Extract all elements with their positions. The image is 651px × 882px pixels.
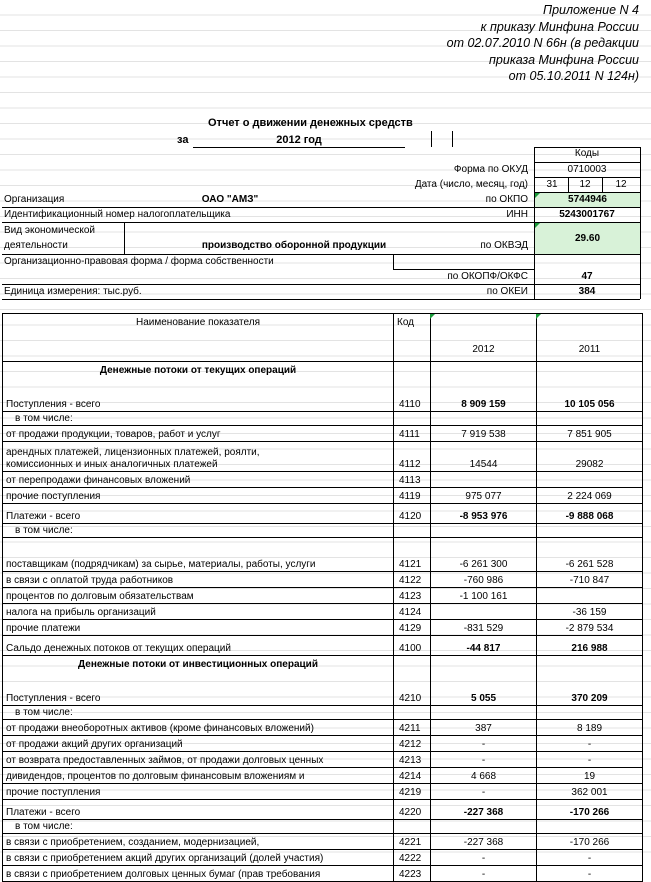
value-2011[interactable]: - <box>537 736 643 752</box>
period-underline <box>193 147 405 148</box>
row-name: налога на прибыль организаций <box>3 604 394 620</box>
row-code: 4129 <box>394 620 431 636</box>
codes-divider <box>534 162 640 163</box>
row-code: 4221 <box>394 834 431 850</box>
value-2012[interactable]: 8 909 159 <box>431 392 537 412</box>
row-name: прочие платежи <box>3 620 394 636</box>
value-2012[interactable]: 14544 <box>431 442 537 472</box>
row-code: 4214 <box>394 768 431 784</box>
row-name: в том числе: <box>3 412 394 426</box>
row-code: 4212 <box>394 736 431 752</box>
value-2011[interactable]: -170 266 <box>537 834 643 850</box>
row-code: 4119 <box>394 488 431 504</box>
row-code: 4112 <box>394 442 431 472</box>
value-2012[interactable] <box>431 412 537 426</box>
table-row <box>3 686 643 706</box>
row-code: 4120 <box>394 504 431 524</box>
codes-box-right <box>640 147 641 299</box>
okopf-code[interactable]: 47 <box>581 271 593 282</box>
row-code: 4211 <box>394 720 431 736</box>
row-name: дивидендов, процентов по долговым финансовым вложениям и <box>3 768 394 784</box>
row-name: от продажи продукции, товаров, работ и услуг <box>3 426 394 442</box>
comment-marker <box>535 223 540 228</box>
table-row <box>3 604 643 620</box>
row-code <box>394 524 431 538</box>
value-2012[interactable]: - <box>431 736 537 752</box>
okpo-code[interactable]: 5744946 <box>535 193 640 207</box>
activity-label-2: деятельности <box>4 240 68 251</box>
value-2011[interactable]: -6 261 528 <box>537 538 643 572</box>
value-2012[interactable]: -760 986 <box>431 572 537 588</box>
row-name: прочие поступления <box>3 784 394 800</box>
value-2011[interactable]: -170 266 <box>537 800 643 820</box>
value-2011[interactable]: - <box>537 866 643 882</box>
row-code: 4100 <box>394 636 431 656</box>
value-2011[interactable] <box>537 656 643 686</box>
inn-label: ИНН <box>506 209 528 220</box>
comment-marker <box>430 314 435 319</box>
table-row <box>3 426 643 442</box>
table-row <box>3 706 643 720</box>
col-code-header: Код <box>394 314 431 362</box>
row-name: от продажи внеоборотных активов (кроме финансовых вложений) <box>3 720 394 736</box>
date-month[interactable]: 12 <box>579 179 591 190</box>
row-name-line: арендных платежей, лицензионных платежей, роялти, <box>6 447 260 458</box>
row-code: 4213 <box>394 752 431 768</box>
value-2012[interactable] <box>431 472 537 488</box>
table-row <box>3 768 643 784</box>
table-row <box>3 538 643 572</box>
table-row <box>3 572 643 588</box>
row-divider <box>2 284 640 285</box>
value-2012[interactable]: -227 368 <box>431 800 537 820</box>
appendix-line: к приказу Минфина России <box>480 19 639 34</box>
row-code: 4220 <box>394 800 431 820</box>
value-2012[interactable]: - <box>431 752 537 768</box>
value-2012[interactable]: -8 953 976 <box>431 504 537 524</box>
divider <box>431 131 432 147</box>
okved-label: по ОКВЭД <box>480 240 528 251</box>
row-name: Платежи - всего <box>3 800 394 820</box>
table-row <box>3 392 643 412</box>
period-label: за <box>177 134 189 146</box>
value-2012[interactable]: -1 100 161 <box>431 588 537 604</box>
table-header-row <box>3 314 643 362</box>
table-row <box>3 800 643 820</box>
row-code: 4219 <box>394 784 431 800</box>
divider <box>452 131 453 147</box>
report-title: Отчет о движении денежных средств <box>208 117 413 129</box>
value-2012[interactable]: -831 529 <box>431 620 537 636</box>
row-name: в связи с приобретением долговых ценных бумаг (прав требования <box>3 866 394 882</box>
value-2011[interactable]: 19 <box>537 768 643 784</box>
value-2012[interactable]: 4 668 <box>431 768 537 784</box>
table-row <box>3 636 643 656</box>
row-code: 4123 <box>394 588 431 604</box>
value-2011[interactable] <box>537 362 643 392</box>
codes-header: Коды <box>574 148 600 159</box>
row-code: 4222 <box>394 850 431 866</box>
value-2012[interactable] <box>431 362 537 392</box>
row-name: процентов по долговым обязательствам <box>3 588 394 604</box>
value-2012[interactable]: -227 368 <box>431 834 537 850</box>
value-2011[interactable]: 10 105 056 <box>537 392 643 412</box>
okud-code[interactable]: 0710003 <box>567 164 607 175</box>
value-2012[interactable] <box>431 820 537 834</box>
date-day[interactable]: 31 <box>546 179 558 190</box>
value-2011[interactable]: - <box>537 850 643 866</box>
value-2011[interactable] <box>537 472 643 488</box>
value-2012[interactable]: 7 919 538 <box>431 426 537 442</box>
value-2011[interactable]: 370 209 <box>537 686 643 706</box>
appendix-line: приказа Минфина России <box>489 52 639 67</box>
table-row <box>3 736 643 752</box>
row-code: 4113 <box>394 472 431 488</box>
value-2011[interactable]: 362 001 <box>537 784 643 800</box>
value-2012[interactable]: 5 055 <box>431 686 537 706</box>
row-name: в связи с приобретением акций других организаций (долей участия) <box>3 850 394 866</box>
inn-code[interactable]: 5243001767 <box>559 209 615 220</box>
row-code <box>394 412 431 426</box>
activity-value[interactable]: производство оборонной продукции <box>201 240 387 251</box>
comment-marker <box>536 314 541 319</box>
table-row <box>3 752 643 768</box>
section-row <box>3 656 643 686</box>
date-divider <box>602 177 603 192</box>
okopf-label: по ОКОПФ/ОКФС <box>447 271 528 282</box>
table-row <box>3 472 643 488</box>
value-2011[interactable]: -710 847 <box>537 572 643 588</box>
table-row <box>3 820 643 834</box>
appendix-line: от 02.07.2010 N 66н (в редакции <box>446 36 639 51</box>
value-2011[interactable]: 216 988 <box>537 636 643 656</box>
value-2012[interactable] <box>431 706 537 720</box>
value-2011[interactable]: 29082 <box>537 442 643 472</box>
row-name: прочие поступления <box>3 488 394 504</box>
row-code <box>394 362 431 392</box>
section-row <box>3 362 643 392</box>
value-2011[interactable]: 2 224 069 <box>537 488 643 504</box>
row-name: в связи с оплатой труда работников <box>3 572 394 588</box>
codes-divider <box>534 177 640 178</box>
okei-code[interactable]: 384 <box>578 286 596 297</box>
col-year1-header: 2012 <box>431 314 537 362</box>
row-divider <box>2 254 640 255</box>
value-2011[interactable] <box>537 706 643 720</box>
table-row <box>3 866 643 882</box>
row-name: от возврата предоставленных займов, от продажи долговых ценных <box>3 752 394 768</box>
appendix-line: Приложение N 4 <box>543 3 639 17</box>
value-2012[interactable]: - <box>431 784 537 800</box>
table-row <box>3 588 643 604</box>
cash-flow-table <box>2 313 643 882</box>
date-label: Дата (число, месяц, год) <box>414 179 528 190</box>
value-2012[interactable] <box>431 524 537 538</box>
okved-code[interactable]: 29.60 <box>535 223 640 254</box>
row-name: Денежные потоки от инвестиционных операций <box>3 656 394 686</box>
table-row <box>3 504 643 524</box>
value-2011[interactable] <box>537 820 643 834</box>
table-row <box>3 784 643 800</box>
row-code <box>394 706 431 720</box>
table-row <box>3 412 643 426</box>
row-code: 4122 <box>394 572 431 588</box>
row-name-line: комиссионных и иных аналогичных платежей <box>6 459 218 470</box>
table-row <box>3 720 643 736</box>
table-row <box>3 442 643 472</box>
value-2012[interactable]: -44 817 <box>431 636 537 656</box>
value-2012[interactable]: - <box>431 866 537 882</box>
value-2011[interactable]: 8 189 <box>537 720 643 736</box>
row-name: в том числе: <box>3 706 394 720</box>
row-name: в связи с приобретением, созданием, модернизацией, <box>3 834 394 850</box>
value-2012[interactable] <box>431 604 537 620</box>
row-name: от продажи акций других организаций <box>3 736 394 752</box>
col-name-header: Наименование показателя <box>3 314 394 362</box>
row-divider <box>2 299 640 300</box>
activity-label-1: Вид экономической <box>4 225 95 236</box>
value-2011[interactable]: 7 851 905 <box>537 426 643 442</box>
row-name: в том числе: <box>3 820 394 834</box>
value-2012[interactable]: 975 077 <box>431 488 537 504</box>
value-2012[interactable] <box>431 656 537 686</box>
table-row <box>3 524 643 538</box>
appendix-note <box>447 2 639 85</box>
row-name: Сальдо денежных потоков от текущих операций <box>3 636 394 656</box>
divider <box>393 254 394 269</box>
row-name: в том числе: <box>3 524 394 538</box>
legal-form-label: Организационно-правовая форма / форма собственности <box>4 256 274 267</box>
date-year[interactable]: 12 <box>615 179 627 190</box>
value-2012[interactable]: - <box>431 850 537 866</box>
okud-label: Форма по ОКУД <box>453 164 528 175</box>
row-name: поставщикам (подрядчикам) за сырье, материалы, работы, услуги <box>3 538 394 572</box>
appendix-line: от 05.10.2011 N 124н) <box>508 69 639 84</box>
row-name: Платежи - всего <box>3 504 394 524</box>
value-2011[interactable] <box>537 524 643 538</box>
value-2011[interactable] <box>537 588 643 604</box>
value-2012[interactable]: 387 <box>431 720 537 736</box>
inn-row-label: Идентификационный номер налогоплательщика <box>4 209 231 220</box>
row-code: 4210 <box>394 686 431 706</box>
row-code <box>394 820 431 834</box>
table-row <box>3 850 643 866</box>
value-2011[interactable] <box>537 412 643 426</box>
value-2011[interactable]: -36 159 <box>537 604 643 620</box>
row-code: 4110 <box>394 392 431 412</box>
comment-marker <box>535 193 540 198</box>
okpo-label: по ОКПО <box>485 194 528 205</box>
row-name: от перепродажи финансовых вложений <box>3 472 394 488</box>
row-code: 4121 <box>394 538 431 572</box>
value-2011[interactable]: -9 888 068 <box>537 504 643 524</box>
row-divider <box>393 269 534 270</box>
table-row <box>3 620 643 636</box>
row-name: Поступления - всего <box>3 686 394 706</box>
period-year[interactable]: 2012 год <box>276 134 322 146</box>
row-code: 4124 <box>394 604 431 620</box>
value-2011[interactable]: -2 879 534 <box>537 620 643 636</box>
row-code <box>394 656 431 686</box>
row-code: 4223 <box>394 866 431 882</box>
row-divider <box>2 207 640 208</box>
row-name <box>3 442 394 472</box>
table-row <box>3 488 643 504</box>
org-label: Организация <box>4 194 65 205</box>
col-year2-header: 2011 <box>537 314 643 362</box>
okei-label: по ОКЕИ <box>486 286 528 297</box>
row-name: Денежные потоки от текущих операций <box>3 362 394 392</box>
date-divider <box>568 177 569 192</box>
value-2011[interactable]: - <box>537 752 643 768</box>
value-2012[interactable]: -6 261 300 <box>431 538 537 572</box>
table-row <box>3 834 643 850</box>
unit-label: Единица измерения: тыс.руб. <box>4 286 142 297</box>
row-code: 4111 <box>394 426 431 442</box>
row-name: Поступления - всего <box>3 392 394 412</box>
org-name[interactable]: ОАО "АМЗ" <box>201 194 259 205</box>
